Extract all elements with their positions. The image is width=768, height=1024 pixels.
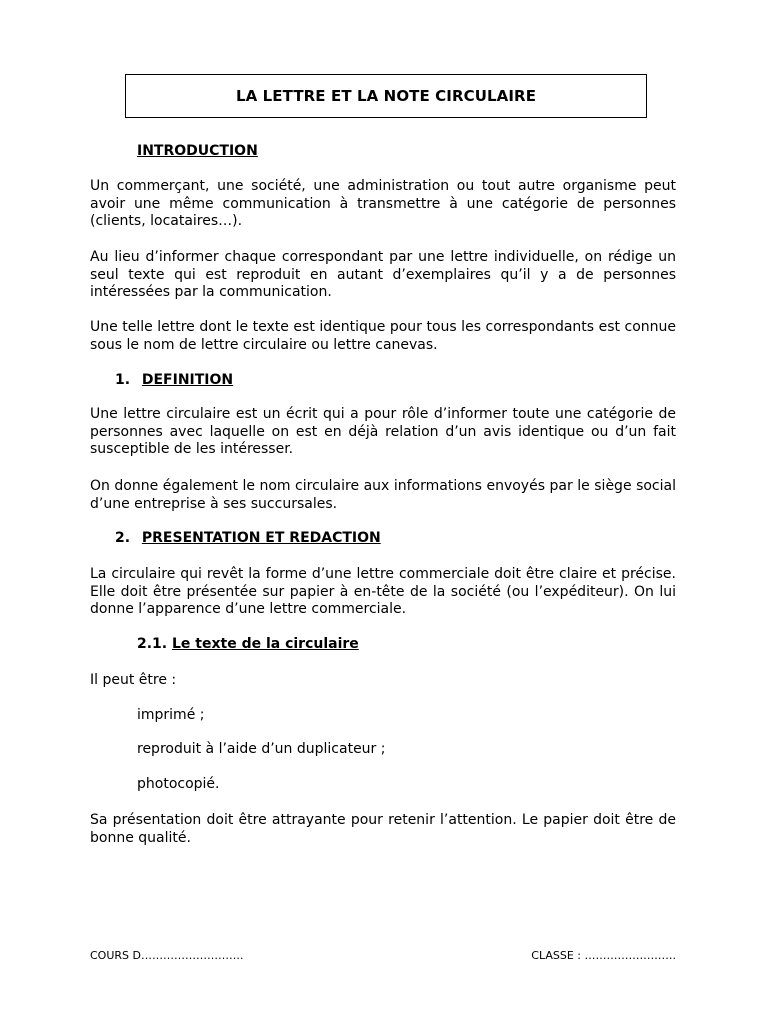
intro-paragraph-1: Un commerçant, une société, une administration ou tout autre organisme peut avoir une même communication à transmettre à une catégorie de personnes (clients, locataires…). <box>90 178 676 229</box>
document-title-text: LA LETTRE ET LA NOTE CIRCULAIRE <box>235 87 537 105</box>
section-2-number: 2. <box>115 530 131 546</box>
section-1-paragraph-1: Une lettre circulaire est un écrit qui a pour rôle d’informer toute une catégorie de personnes avec laquelle on est en déjà relation d’un avis identique ou d’un fait susceptible de les intéresser. <box>90 406 676 457</box>
intro-heading-text: INTRODUCTION <box>137 143 258 159</box>
footer-cours: COURS D………………………. <box>90 949 244 962</box>
list-item-imprime: imprimé ; <box>137 707 205 723</box>
list-item-photocopie: photocopié. <box>137 776 220 792</box>
section-1-paragraph-2: On donne également le nom circulaire aux informations envoyés par le siège social d’une entreprise à ses succursales. <box>90 478 676 512</box>
section-2-1-title: Le texte de la circulaire <box>172 636 359 652</box>
section-2-paragraph-1: La circulaire qui revêt la forme d’une lettre commerciale doit être claire et précise. Elle doit être présentée sur papier à en-tête de la société (ou l’expéditeur). On lui donne l’apparence d’une lettre commerciale. <box>90 566 676 617</box>
section-2-1-intro: Il peut être : <box>90 672 177 688</box>
intro-heading <box>137 143 258 159</box>
section-1-number: 1. <box>115 372 131 388</box>
intro-paragraph-3: Une telle lettre dont le texte est identique pour tous les correspondants est connue sous le nom de lettre circulaire ou lettre canevas. <box>90 319 676 353</box>
section-2-1-number: 2.1. <box>137 636 168 652</box>
section-2-1-heading <box>137 636 359 652</box>
section-1-title: DEFINITION <box>141 372 234 388</box>
document-title <box>125 74 647 118</box>
section-2-1-paragraph: Sa présentation doit être attrayante pour retenir l’attention. Le papier doit être de bonne qualité. <box>90 812 676 846</box>
intro-paragraph-2: Au lieu d’informer chaque correspondant par une lettre individuelle, on rédige un seul texte qui est reproduit en autant d’exemplaires qu’il y a de personnes intéressées par la communication. <box>90 249 676 300</box>
footer-classe: CLASSE : ……………………. <box>531 949 676 962</box>
list-item-reproduit: reproduit à l’aide d’un duplicateur ; <box>137 741 386 757</box>
section-1-heading <box>115 372 233 388</box>
section-2-heading <box>115 530 381 546</box>
section-2-title: PRESENTATION ET REDACTION <box>141 530 381 546</box>
